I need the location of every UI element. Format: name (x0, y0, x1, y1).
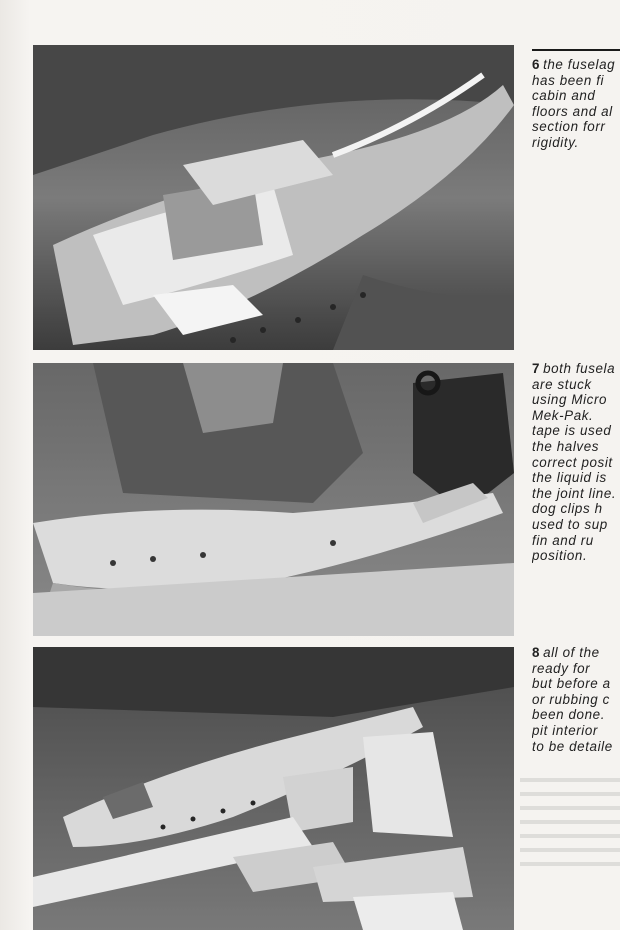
photo-fuselage-halves-glued (33, 363, 514, 636)
caption-line: both fusela (543, 361, 616, 376)
photo-fuselage-interior (33, 45, 514, 350)
caption-line: dog clips h (532, 501, 603, 517)
caption-7 (532, 361, 620, 564)
caption-line: Mek-Pak. (532, 407, 594, 423)
caption-line: or rubbing c (532, 691, 610, 707)
caption-rule (532, 49, 620, 51)
show-through-text (520, 768, 620, 918)
caption-line: the fuselag (543, 57, 616, 72)
caption-line: has been fi (532, 72, 605, 88)
caption-number: 7 (532, 361, 541, 376)
caption-line: but before a (532, 676, 611, 692)
caption-line: cabin and (532, 88, 596, 104)
caption-line: rigidity. (532, 134, 579, 150)
caption-line: used to sup (532, 516, 608, 532)
caption-line: to be detaile (532, 738, 613, 754)
caption-number: 6 (532, 57, 541, 72)
caption-line: using Micro (532, 392, 608, 408)
caption-line: the joint line. (532, 485, 617, 501)
caption-8 (532, 645, 620, 754)
photo-parts-ready-for-assembly (33, 647, 514, 930)
caption-line: section forr (532, 119, 606, 135)
caption-line: the halves (532, 438, 600, 454)
caption-line: the liquid is (532, 470, 607, 486)
caption-line: are stuck (532, 376, 592, 392)
caption-line: floors and al (532, 103, 613, 119)
caption-number: 8 (532, 645, 541, 660)
caption-6 (532, 57, 620, 151)
caption-line: fin and ru (532, 532, 594, 548)
caption-line: correct posit (532, 454, 613, 470)
caption-line: position. (532, 548, 588, 564)
caption-line: all of the (543, 645, 600, 660)
caption-line: tape is used (532, 423, 612, 439)
caption-line: been done. (532, 707, 606, 723)
caption-line: pit interior (532, 722, 598, 738)
caption-line: ready for (532, 660, 591, 676)
